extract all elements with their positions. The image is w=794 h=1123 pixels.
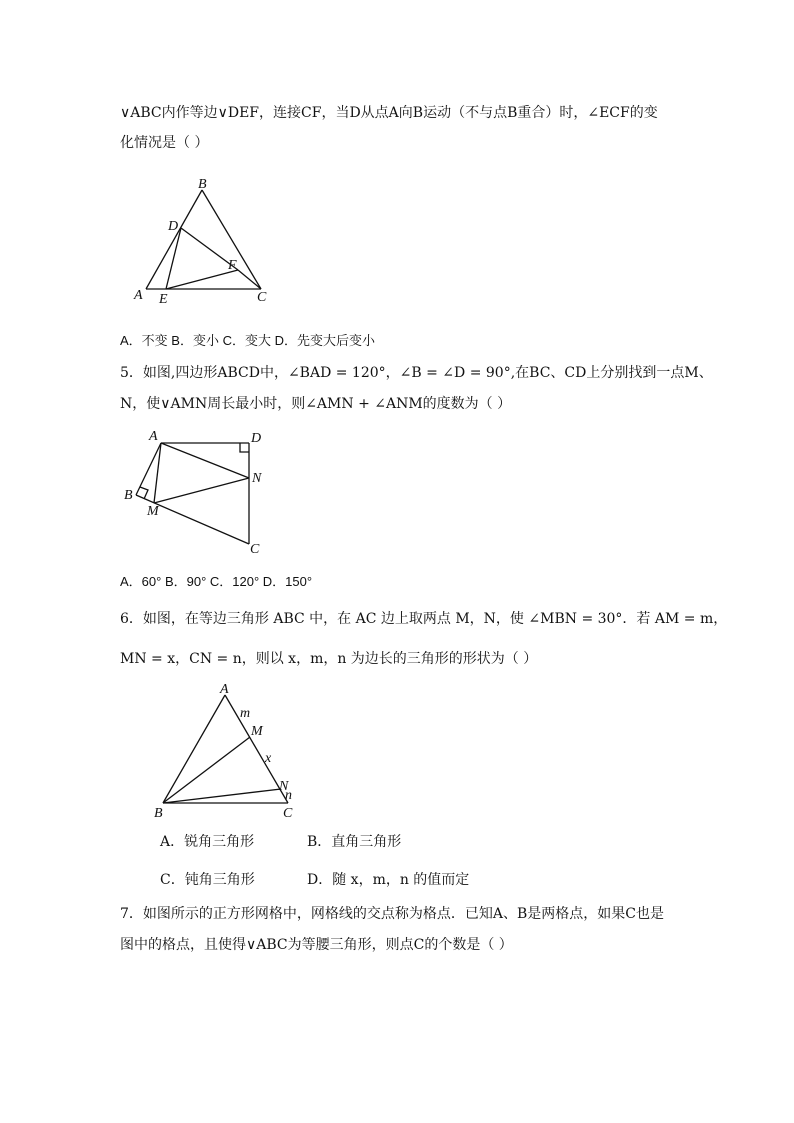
q6-edge-ab	[163, 695, 225, 803]
q6-label-n-small: n	[285, 788, 292, 803]
q4-label-b: B	[198, 177, 207, 192]
q6-option-b: B．直角三角形	[307, 834, 402, 850]
q5-label-c: C	[250, 542, 260, 557]
q6-line2: MN = x，CN = n，则以 x，m，n 为边长的三角形的形状为（ ）	[120, 651, 538, 667]
q5-line2: N，使∨AMN周长最小时，则∠AMN + ∠ANM的度数为（ ）	[120, 396, 512, 412]
q5-label-d: D	[251, 431, 262, 446]
q6-label-b: B	[154, 806, 163, 821]
q6-label-n: N	[279, 779, 289, 794]
q6-line1: 6．如图，在等边三角形 ABC 中，在 AC 边上取两点 M，N，使 ∠MBN = 30°．若 AM = m，	[120, 611, 728, 627]
q6-option-a: A．锐角三角形	[160, 834, 255, 850]
q4-label-f: F	[228, 258, 237, 273]
q6-option-d: D．随 x，m，n 的值而定	[307, 872, 470, 888]
q5-label-b: B	[124, 488, 133, 503]
q6-edge-bn	[163, 789, 281, 803]
q4-options: A．不变 B．变小 C．变大 D．先变大后变小	[120, 333, 375, 348]
q4-label-e: E	[159, 292, 168, 307]
q6-label-m-small: m	[240, 706, 251, 721]
q5-line1: 5．如图,四边形ABCD中，∠BAD = 120°，∠B = ∠D = 90°,在BC、CD上分别找到一点M、	[120, 365, 713, 381]
q6-label-x: x	[265, 751, 272, 766]
q4-line2: 化情况是（ ）	[120, 135, 209, 151]
q5-label-n: N	[252, 471, 262, 486]
q7-line2: 图中的格点，且使得∨ABC为等腰三角形，则点C的个数是（ ）	[120, 937, 513, 953]
q5-label-a: A	[149, 429, 158, 444]
q6-label-c: C	[283, 806, 293, 821]
q4-label-d: D	[168, 219, 179, 234]
q6-option-c: C．钝角三角形	[160, 872, 255, 888]
q5-label-m: M	[147, 504, 159, 519]
q7-line1: 7．如图所示的正方形网格中，网格线的交点称为格点．已知A、B是两格点，如果C也是	[120, 906, 665, 922]
q4-label-c: C	[257, 290, 267, 305]
q6-label-m: M	[251, 724, 263, 739]
q5-options: A．60° B．90° C．120° D．150°	[120, 574, 313, 589]
q4-label-a: A	[134, 288, 143, 303]
q6-label-a: A	[220, 682, 229, 697]
q4-line1: ∨ABC内作等边∨DEF，连接CF，当D从点A向B运动（不与点B重合）时，∠ECF的变	[120, 105, 658, 121]
q6-edge-bm	[163, 737, 250, 803]
